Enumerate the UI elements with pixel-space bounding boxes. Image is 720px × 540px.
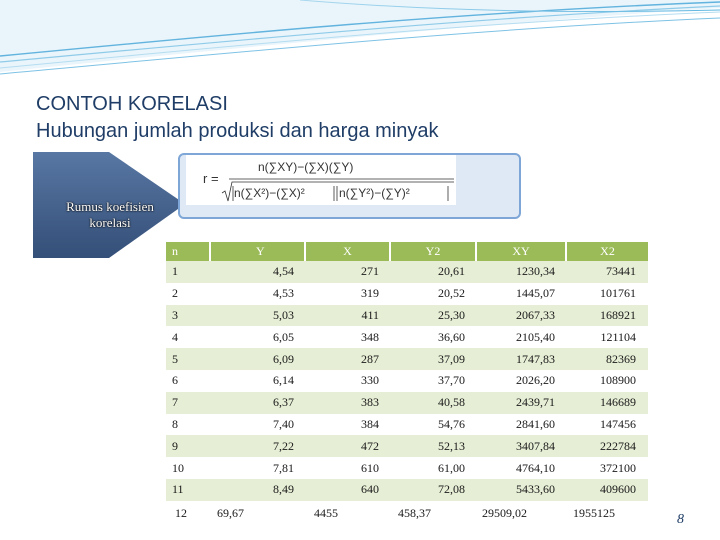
title-line-2: Hubungan jumlah produksi dan harga minyak — [36, 120, 439, 142]
totals-xy: 29509,02 — [482, 506, 527, 520]
cell-x: 271 — [361, 264, 379, 279]
table-body — [166, 261, 648, 501]
col-header-y: Y — [211, 242, 306, 261]
cell-x: 411 — [361, 307, 379, 322]
cell-x: 383 — [361, 395, 379, 410]
cell-x2: 222784 — [600, 438, 636, 453]
cell-y: 7,22 — [273, 438, 294, 453]
table-row — [166, 457, 648, 479]
cell-x: 640 — [361, 482, 379, 497]
table-row — [166, 261, 648, 283]
cell-xy: 4764,10 — [516, 460, 555, 475]
cell-y: 4,53 — [273, 286, 294, 301]
cell-y: 6,09 — [273, 351, 294, 366]
table-row — [166, 283, 648, 305]
totals-y2: 458,37 — [398, 506, 431, 520]
svg-text:n(∑Y²)−(∑Y)²: n(∑Y²)−(∑Y)² — [339, 186, 410, 200]
cell-x: 348 — [361, 329, 379, 344]
cell-x2: 146689 — [600, 395, 636, 410]
cell-x2: 147456 — [600, 416, 636, 431]
cell-y: 6,05 — [273, 329, 294, 344]
totals-x: 4455 — [314, 506, 338, 520]
data-table — [166, 242, 648, 501]
col-header-x2: X2 — [600, 244, 615, 258]
cell-x: 384 — [361, 416, 379, 431]
cell-xy: 2439,71 — [516, 395, 555, 410]
cell-n: 5 — [172, 351, 178, 366]
slide-title — [36, 91, 438, 145]
cell-y2: 72,08 — [438, 482, 465, 497]
col-header-xy: XY — [477, 242, 567, 261]
cell-y2: 37,09 — [438, 351, 465, 366]
header-wave-decoration — [0, 0, 720, 80]
title-line-1: CONTOH KORELASI — [36, 93, 228, 115]
cell-y2: 37,70 — [438, 373, 465, 388]
cell-y2: 40,58 — [438, 395, 465, 410]
cell-y2: 36,60 — [438, 329, 465, 344]
cell-xy: 2067,33 — [516, 307, 555, 322]
cell-xy: 1747,83 — [516, 351, 555, 366]
col-header-n: n — [166, 242, 211, 261]
table-row — [166, 326, 648, 348]
formula-label: Rumus koefisien korelasi — [66, 199, 154, 230]
cell-y: 7,40 — [273, 416, 294, 431]
cell-x: 319 — [361, 286, 379, 301]
cell-y2: 52,13 — [438, 438, 465, 453]
cell-y2: 20,52 — [438, 286, 465, 301]
table-row — [166, 435, 648, 457]
cell-x2: 409600 — [600, 482, 636, 497]
svg-text:n(∑X²)−(∑X)²: n(∑X²)−(∑X)² — [234, 186, 305, 200]
cell-y: 6,37 — [273, 395, 294, 410]
cell-x2: 121104 — [600, 329, 636, 344]
formula-r-symbol: r = — [203, 171, 219, 186]
cell-y2: 25,30 — [438, 307, 465, 322]
table-row — [166, 414, 648, 436]
cell-xy: 2841,60 — [516, 416, 555, 431]
cell-y2: 54,76 — [438, 416, 465, 431]
col-header-x: X — [306, 242, 391, 261]
cell-y: 4,54 — [273, 264, 294, 279]
cell-x: 330 — [361, 373, 379, 388]
svg-text:n(∑XY)−(∑X)(∑Y): n(∑XY)−(∑X)(∑Y) — [258, 160, 354, 174]
table-header — [166, 242, 648, 261]
cell-y: 8,49 — [273, 482, 294, 497]
cell-xy: 1445,07 — [516, 286, 555, 301]
cell-x2: 82369 — [606, 351, 636, 366]
col-header-y2: Y2 — [391, 242, 477, 261]
cell-n: 2 — [172, 286, 178, 301]
cell-xy: 2026,20 — [516, 373, 555, 388]
cell-n: 9 — [172, 438, 178, 453]
cell-n: 8 — [172, 416, 178, 431]
cell-n: 6 — [172, 373, 178, 388]
cell-x: 472 — [361, 438, 379, 453]
page-number: 8 — [677, 512, 684, 527]
cell-x2: 372100 — [600, 460, 636, 475]
table-row — [166, 348, 648, 370]
cell-x2: 73441 — [606, 264, 636, 279]
cell-y: 7,81 — [273, 460, 294, 475]
cell-y2: 61,00 — [438, 460, 465, 475]
correlation-formula — [186, 155, 456, 205]
cell-y: 6,14 — [273, 373, 294, 388]
cell-xy: 2105,40 — [516, 329, 555, 344]
cell-n: 7 — [172, 395, 178, 410]
totals-y: 69,67 — [217, 506, 244, 520]
cell-n: 4 — [172, 329, 178, 344]
cell-xy: 3407,84 — [516, 438, 555, 453]
table-row — [166, 370, 648, 392]
totals-n: 12 — [175, 506, 187, 520]
totals-x2: 1955125 — [573, 506, 615, 520]
cell-n: 10 — [172, 460, 184, 475]
totals-row — [0, 500, 720, 524]
cell-n: 1 — [172, 264, 178, 279]
cell-x: 610 — [361, 460, 379, 475]
cell-x: 287 — [361, 351, 379, 366]
cell-xy: 1230,34 — [516, 264, 555, 279]
cell-xy: 5433,60 — [516, 482, 555, 497]
table-row — [166, 305, 648, 327]
cell-x2: 108900 — [600, 373, 636, 388]
cell-y: 5,03 — [273, 307, 294, 322]
cell-x2: 168921 — [600, 307, 636, 322]
cell-n: 11 — [172, 482, 184, 497]
cell-n: 3 — [172, 307, 178, 322]
table-row — [166, 392, 648, 414]
cell-x2: 101761 — [600, 286, 636, 301]
table-row — [166, 479, 648, 501]
cell-y2: 20,61 — [438, 264, 465, 279]
